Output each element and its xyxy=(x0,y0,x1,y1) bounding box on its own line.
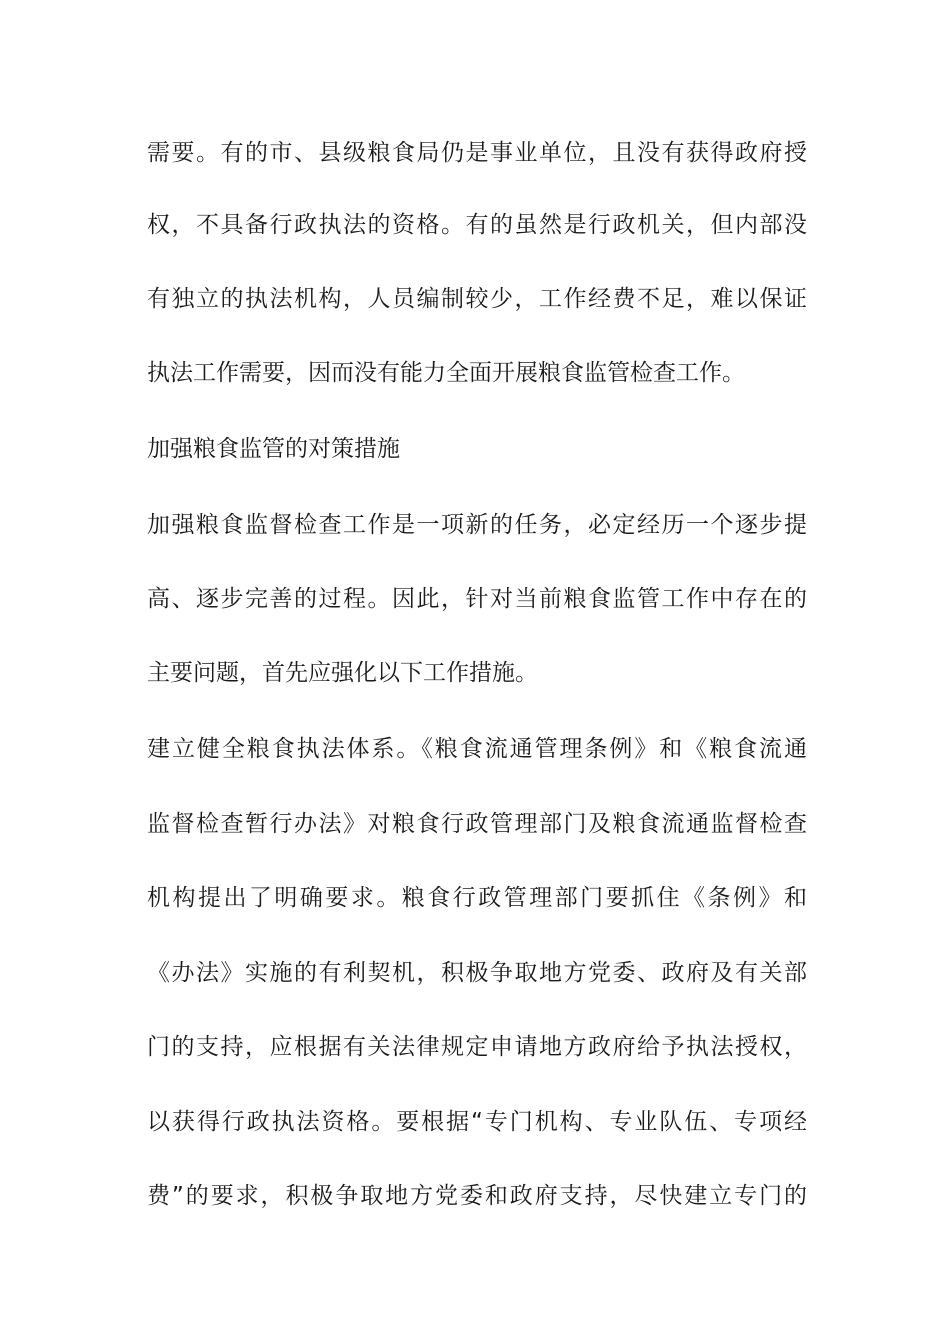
section-heading: 加强粮食监管的对策措施 xyxy=(147,436,400,462)
text-line-9: 建立健全粮食执法体系。《粮食流通管理条例》和《粮食流通 xyxy=(147,736,807,762)
text-line-6: 加强粮食监督检查工作是一项新的任务，必定经历一个逐步提 xyxy=(147,512,807,538)
text-line-3: 有独立的执法机构，人员编制较少，工作经费不足，难以保证 xyxy=(147,286,807,312)
text-line-14: 以获得行政执法资格。要根据“专门机构、专业队伍、专项经 xyxy=(147,1109,807,1135)
text-line-4: 执法工作需要，因而没有能力全面开展粮食监管检查工作。 xyxy=(147,360,745,386)
text-line-10: 监督检查暂行办法》对粮食行政管理部门及粮食流通监督检查 xyxy=(147,811,807,837)
text-line-2: 权，不具备行政执法的资格。有的虽然是行政机关，但内部没 xyxy=(147,212,807,238)
text-line-8: 主要问题，首先应强化以下工作措施。 xyxy=(147,660,538,686)
text-line-15: 费”的要求，积极争取地方党委和政府支持，尽快建立专门的 xyxy=(147,1183,807,1209)
text-line-1: 需要。有的市、县级粮食局仍是事业单位，且没有获得政府授 xyxy=(147,140,807,166)
text-line-11: 机构提出了明确要求。粮食行政管理部门要抓住《条例》和 xyxy=(147,885,807,911)
text-line-12: 《办法》实施的有利契机，积极争取地方党委、政府及有关部 xyxy=(147,960,807,986)
text-line-13: 门的支持，应根据有关法律规定申请地方政府给予执法授权， xyxy=(147,1034,807,1060)
text-line-7: 高、逐步完善的过程。因此，针对当前粮食监管工作中存在的 xyxy=(147,586,807,612)
